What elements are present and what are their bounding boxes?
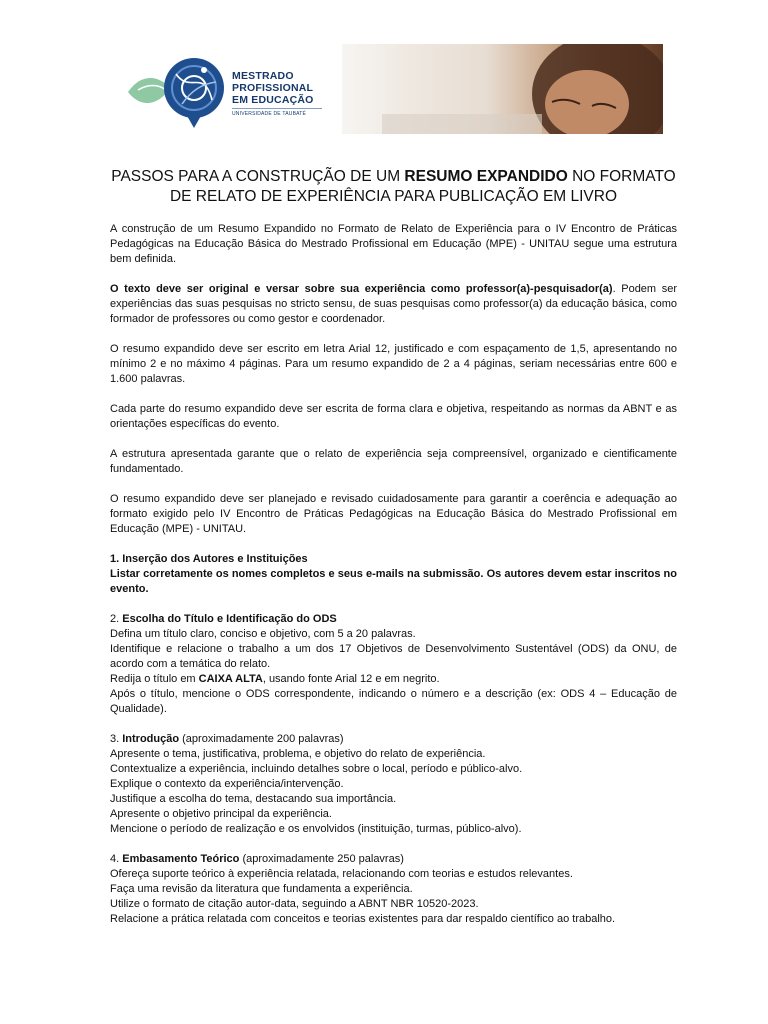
section-line: Mencione o período de realização e os envolvidos (instituição, turmas, público-alvo). <box>110 823 522 835</box>
intro-paragraph: A construção de um Resumo Expandido no Formato de Relato de Experiência para o IV Encontro de Práticas Pedagógicas na Educação Básica do Mestrado Profissional em Educação (MPE) - UNITAU segue uma estrutura bem definida. <box>110 223 677 265</box>
section-line: Defina um título claro, conciso e objetivo, com 5 a 20 palavras. <box>110 628 416 640</box>
document-body <box>110 222 677 927</box>
section-line: Justifique a escolha do tema, destacando sua importância. <box>110 793 397 805</box>
logo-wordmark: MESTRADO PROFISSIONAL EM EDUCAÇÃO <box>232 70 314 106</box>
format-paragraph: O resumo expandido deve ser escrito em letra Arial 12, justificado e com espaçamento de 1,5, apresentando no mínimo 2 e no máximo 4 páginas. Para um resumo expandido de 2 a 4 páginas, seriam necessárias entre 600 e 1.600 palavras. <box>110 343 677 385</box>
mpe-emblem-icon <box>120 44 230 134</box>
abnt-paragraph: Cada parte do resumo expandido deve ser escrita de forma clara e objetiva, respeitando as normas da ABNT e as orientações específicas do evento. <box>110 403 677 430</box>
header-banner <box>120 44 663 134</box>
originality-paragraph: O texto deve ser original e versar sobre sua experiência como professor(a)-pesquisador(a). Podem ser experiências das suas pesquisas no stricto sensu, de suas pesquisas como professor(a) da educação básica, como formador de professores ou como gestor e coordenador. <box>110 283 677 325</box>
section-line: Apresente o objetivo principal da experiência. <box>110 808 332 820</box>
section-heading: Embasamento Teórico <box>122 853 240 865</box>
structure-paragraph: A estrutura apresentada garante que o relato de experiência seja compreensível, organizado e cientificamente fundamentado. <box>110 448 677 475</box>
section-authors <box>110 552 677 597</box>
planning-paragraph: O resumo expandido deve ser planejado e revisado cuidadosamente para garantir a coerência e adequação ao formato exigido pelo IV Encontro de Práticas Pedagógicas na Educação Básica do Mestrado Profissional em Educação (MPE) - UNITAU. <box>110 493 677 535</box>
section-line: Utilize o formato de citação autor-data, seguindo a ABNT NBR 10520-2023. <box>110 898 479 910</box>
child-photo-icon <box>342 44 663 134</box>
section-line: Identifique e relacione o trabalho a um dos 17 Objetivos de Desenvolvimento Sustentável (ODS) da ONU, de acordo com a temática do relato. <box>110 643 677 670</box>
page-title: PASSOS PARA A CONSTRUÇÃO DE UM RESUMO EXPANDIDO NO FORMATO DE RELATO DE EXPERIÊNCIA PARA PUBLICAÇÃO EM LIVRO <box>111 168 676 205</box>
section-line: Explique o contexto da experiência/intervenção. <box>110 778 344 790</box>
section-line: Redija o título em CAIXA ALTA, usando fonte Arial 12 e em negrito. <box>110 673 440 685</box>
header-photo <box>342 44 663 134</box>
section-text: Listar corretamente os nomes completos e seus e-mails na submissão. Os autores devem estar inscritos no evento. <box>110 568 677 595</box>
section-line: Contextualize a experiência, incluindo detalhes sobre o local, período e público-alvo. <box>110 763 523 775</box>
section-title-ods: 2. Escolha do Título e Identificação do ODS Defina um título claro, conciso e objetivo, com 5 a 20 palavras. Identifique e relacione o trabalho a um dos 17 Objetivos de Desenvolvimento Sustentável (ODS) da ONU, de acordo com a temática do relato. Redija o título em CAIXA ALTA, usando fonte Arial 12 e em negrito. Após o título, mencione o ODS correspondente, indicando o número e a descrição (ex: ODS 4 – Educação de Qualidade). <box>110 613 677 715</box>
section-line: Faça uma revisão da literatura que fundamenta a experiência. <box>110 883 413 895</box>
logo-divider <box>232 108 322 109</box>
logo <box>120 44 342 134</box>
section-line: Ofereça suporte teórico à experiência relatada, relacionando com teorias e estudos relevantes. <box>110 868 573 880</box>
section-line: Relacione a prática relatada com conceitos e teorias existentes para dar respaldo científico ao trabalho. <box>110 913 616 925</box>
section-line: Apresente o tema, justificativa, problema, e objetivo do relato de experiência. <box>110 748 486 760</box>
section-heading: 1. Inserção dos Autores e Instituições <box>110 553 308 565</box>
section-introduction: 3. Introdução (aproximadamente 200 palavras) Apresente o tema, justificativa, problema, e objetivo do relato de experiência. Contextualize a experiência, incluindo detalhes sobre o local, período e público-alvo. Explique o contexto da experiência/intervenção. Justifique a escolha do tema, destacando sua importância. Apresente o objetivo principal da experiência. Mencione o período de realização e os envolvidos (instituição, turmas, público-alvo). <box>110 732 677 837</box>
section-heading: Introdução <box>122 733 180 745</box>
section-line: Após o título, mencione o ODS correspondente, indicando o número e a descrição (ex: ODS 4 – Educação de Qualidade). <box>110 688 677 715</box>
section-heading: Escolha do Título e Identificação do ODS <box>122 613 337 625</box>
university-name: UNIVERSIDADE DE TAUBATÉ <box>232 111 307 117</box>
section-theory: 4. Embasamento Teórico (aproximadamente 250 palavras) Ofereça suporte teórico à experiência relatada, relacionando com teorias e estudos relevantes. Faça uma revisão da literatura que fundamenta a experiência. Utilize o formato de citação autor-data, seguindo a ABNT NBR 10520-2023. Relacione a prática relatada com conceitos e teorias existentes para dar respaldo científico ao trabalho. <box>110 852 677 927</box>
